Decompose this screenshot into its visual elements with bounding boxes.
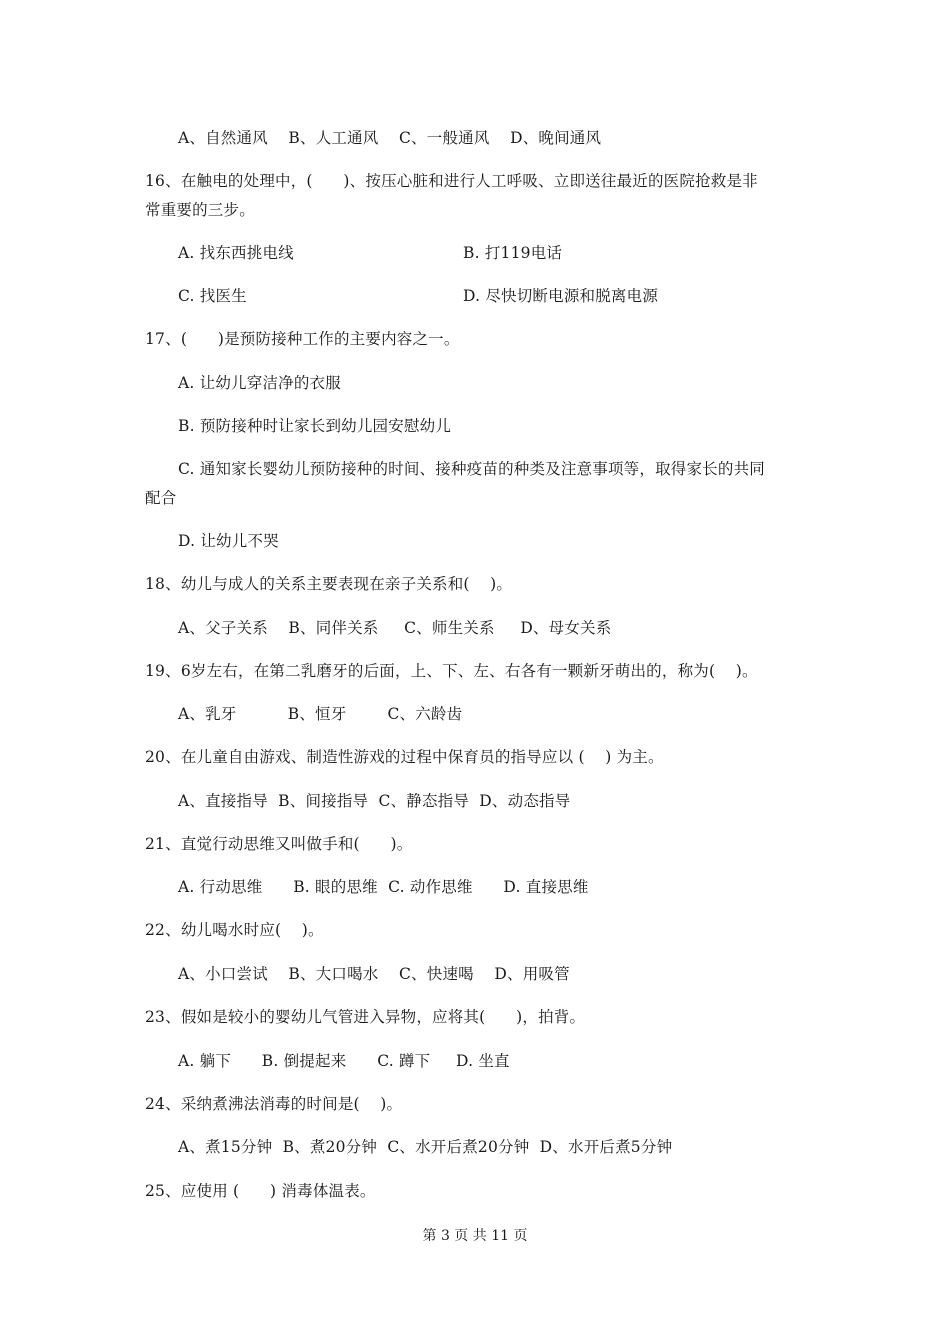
q19-options: A、乳牙 B、恒牙 C、六龄齿	[178, 705, 463, 723]
q21-options: A. 行动思维 B. 眼的思维 C. 动作思维 D. 直接思维	[178, 878, 589, 896]
q23-stem: 23、假如是较小的婴幼儿气管进入异物，应将其( )，拍背。	[145, 1008, 586, 1026]
q19-stem: 19、6岁左右，在第二乳磨牙的后面，上、下、左、右各有一颗新牙萌出的，称为( )。	[145, 662, 758, 680]
q16-stem-line2: 常重要的三步。	[145, 201, 255, 219]
page-footer: 第 3 页 共 11 页	[422, 1228, 528, 1244]
q23-options: A. 躺下 B. 倒提起来 C. 蹲下 D. 坐直	[178, 1052, 510, 1070]
q18-stem: 18、幼儿与成人的关系主要表现在亲子关系和( )。	[145, 575, 513, 593]
q15-options: A、自然通风 B、人工通风 C、一般通风 D、晚间通风	[178, 129, 602, 147]
q24-options: A、煮15分钟 B、煮20分钟 C、水开后煮20分钟 D、水开后煮5分钟	[178, 1138, 673, 1156]
q17-option-b: B. 预防接种时让家长到幼儿园安慰幼儿	[178, 417, 452, 435]
q20-options: A、直接指导 B、间接指导 C、静态指导 D、动态指导	[178, 792, 571, 810]
q17-option-c-line1: C. 通知家长婴幼儿预防接种的时间、接种疫苗的种类及注意事项等，取得家长的共同	[178, 460, 765, 478]
q16-option-c: C. 找医生	[178, 287, 247, 305]
q17-option-a: A. 让幼儿穿洁净的衣服	[178, 374, 341, 392]
q17-option-d: D. 让幼儿不哭	[178, 532, 279, 550]
q18-options: A、父子关系 B、同伴关系 C、师生关系 D、母女关系	[178, 619, 612, 637]
q22-stem: 22、幼儿喝水时应( )。	[145, 921, 324, 939]
q17-stem: 17、( )是预防接种工作的主要内容之一。	[145, 330, 460, 348]
q21-stem: 21、直觉行动思维又叫做手和( )。	[145, 835, 413, 853]
q16-option-a: A. 找东西挑电线	[178, 244, 294, 262]
q25-stem: 25、应使用 ( ) 消毒体温表。	[145, 1182, 376, 1200]
q16-stem-line1: 16、在触电的处理中，( )、按压心脏和进行人工呼吸、立即送往最近的医院抢救是非	[145, 172, 758, 190]
q24-stem: 24、采纳煮沸法消毒的时间是( )。	[145, 1095, 403, 1113]
q17-option-c-line2: 配合	[145, 489, 177, 507]
q16-option-b: B. 打119电话	[463, 244, 563, 262]
q20-stem: 20、在儿童自由游戏、制造性游戏的过程中保育员的指导应以 ( ) 为主。	[145, 748, 664, 766]
q22-options: A、小口尝试 B、大口喝水 C、快速喝 D、用吸管	[178, 965, 570, 983]
q16-option-d: D. 尽快切断电源和脱离电源	[463, 287, 659, 305]
